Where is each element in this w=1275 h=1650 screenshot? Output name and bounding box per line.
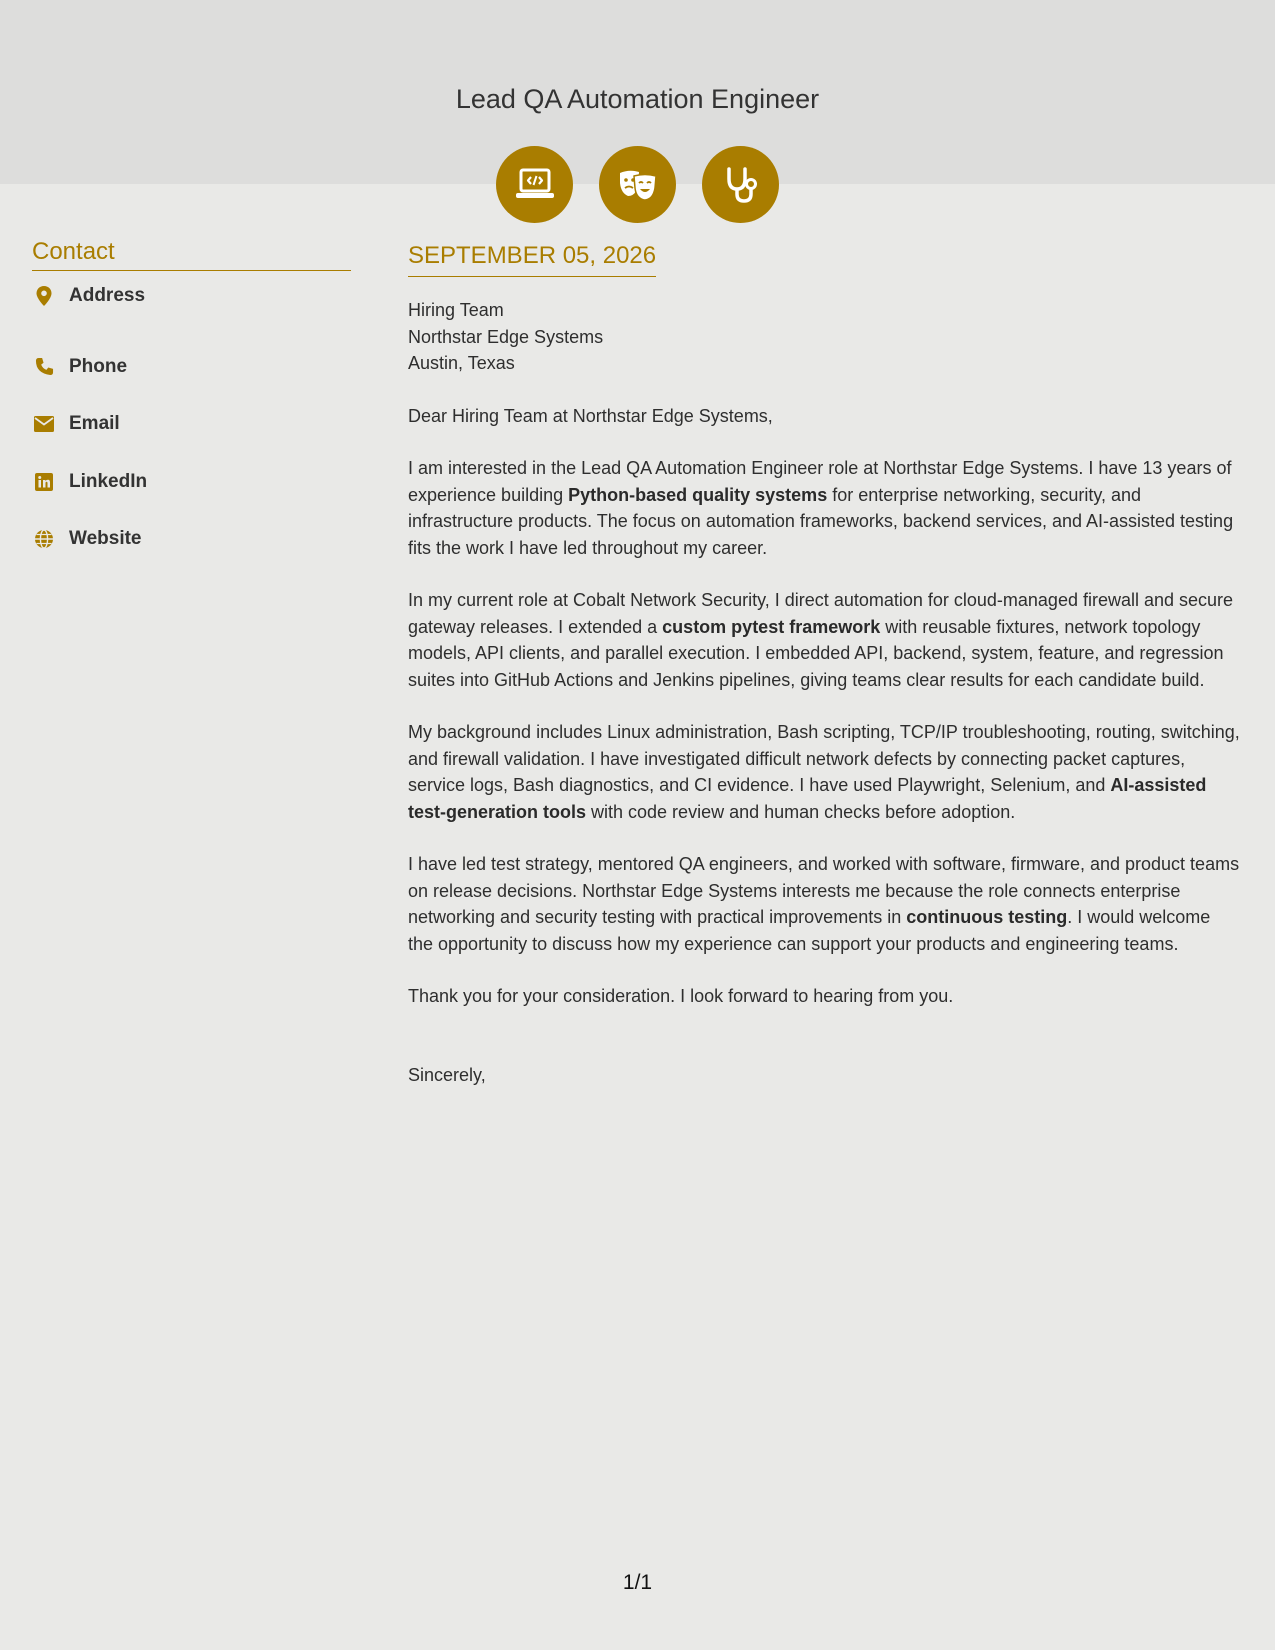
emphasis-run: Python-based quality systems xyxy=(568,484,828,505)
closing-paragraph xyxy=(408,983,1240,1010)
emphasis-run: continuous testing xyxy=(906,907,1068,927)
text-run: I am interested in the Lead QA Automation Engineer role at Northstar Edge Systems. I have 13 years of experience building xyxy=(408,458,1232,505)
phone-icon xyxy=(33,356,55,378)
stethoscope-icon xyxy=(702,146,779,223)
emphasis-run: AI-assisted test-generation tools xyxy=(408,775,1207,822)
page-number: 1/1 xyxy=(622,1571,653,1594)
body-paragraph xyxy=(408,719,1240,825)
recipient-line: Hiring Team xyxy=(408,300,504,320)
text-run: Thank you for your consideration. I look forward to hearing from you. xyxy=(408,986,954,1006)
text-run: with code review and human checks before adoption. xyxy=(586,801,1016,822)
text-run: I have led test strategy, mentored QA engineers, and worked with software, firmware, and product teams on release decisions. Northstar Edge Systems interests me because the role connects enterprise networking and security testing with practical improvements in xyxy=(408,854,1240,927)
recipient-block xyxy=(408,297,1240,377)
signoff: Sincerely, xyxy=(408,1064,486,1085)
contact-label: Address xyxy=(69,285,146,306)
linkedin-icon xyxy=(33,471,55,493)
text-run: . I would welcome the opportunity to discuss how my experience can support your products and engineering teams. xyxy=(408,907,1211,954)
text-run: In my current role at Cobalt Network Security, I direct automation for cloud-managed firewall and secure gateway releases. I extended a xyxy=(408,590,1234,637)
contact-item-linkedin[interactable] xyxy=(32,453,351,511)
contact-label: Website xyxy=(69,528,142,550)
emphasis-run: custom pytest framework xyxy=(662,616,881,637)
globe-icon xyxy=(33,528,55,550)
envelope-icon xyxy=(33,413,55,435)
theater-masks-icon xyxy=(599,146,676,223)
contact-sidebar xyxy=(32,238,351,568)
body-paragraph xyxy=(408,587,1240,693)
contact-item-email[interactable] xyxy=(32,396,351,454)
page-title: Lead QA Automation Engineer xyxy=(455,84,820,114)
recipient-line: Northstar Edge Systems xyxy=(408,326,604,347)
laptop-code-icon xyxy=(496,146,573,223)
text-run: My background includes Linux administration, Bash scripting, TCP/IP troubleshooting, routing, switching, and firewall validation. I have investigated difficult network defects by connecting packet captures, service logs, Bash diagnostics, and CI evidence. I have used Playwright, Selenium, and xyxy=(408,722,1240,795)
body-paragraph xyxy=(408,851,1240,957)
header-icon-row xyxy=(0,146,1275,223)
contact-label: Phone xyxy=(69,355,128,377)
text-run: with reusable fixtures, network topology models, API clients, and parallel execution. I embedded API, backend, system, feature, and regression suites into GitHub Actions and Jenkins pipelines, giving teams clear results for each candidate build. xyxy=(408,616,1224,690)
contact-item-website[interactable] xyxy=(32,511,351,569)
text-run: for enterprise networking, security, and infrastructure products. The focus on automation frameworks, backend services, and AI-assisted testing fits the work I have led throughout my career. xyxy=(408,484,1234,558)
salutation: Dear Hiring Team at Northstar Edge Systems, xyxy=(408,405,773,426)
contact-label: Email xyxy=(69,413,120,435)
letter-body xyxy=(408,242,1240,1088)
recipient-line: Austin, Texas xyxy=(408,353,515,373)
contact-list xyxy=(32,281,351,568)
contact-label: LinkedIn xyxy=(69,470,148,492)
contact-item-address[interactable] xyxy=(32,281,351,311)
body-paragraph xyxy=(408,455,1240,561)
letter-date: SEPTEMBER 05, 2026 xyxy=(408,242,656,277)
contact-heading: Contact xyxy=(32,238,351,271)
contact-item-phone[interactable] xyxy=(32,338,351,396)
map-pin-icon xyxy=(33,285,55,307)
